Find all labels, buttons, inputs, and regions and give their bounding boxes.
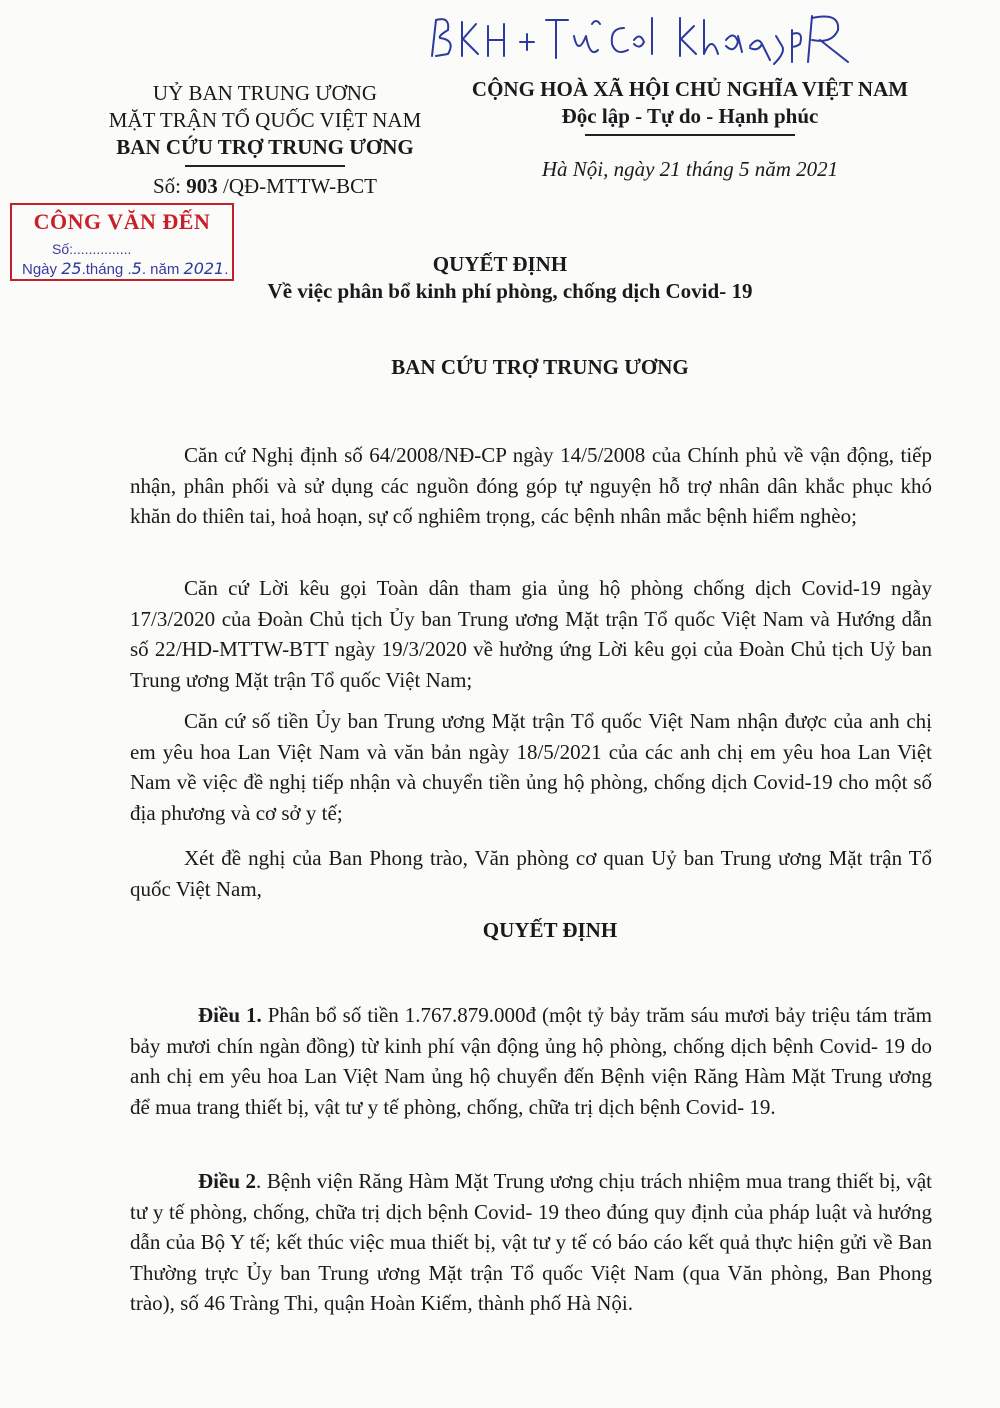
article-1-label: Điều 1. [198, 1003, 262, 1027]
motto: Độc lập - Tự do - Hạnh phúc [561, 104, 819, 128]
issuer-line-1: UỶ BAN TRUNG ƯƠNG [152, 81, 378, 105]
place-date: Hà Nội, ngày 21 tháng 5 năm 2021 [541, 156, 839, 181]
issuer-line-2: MẶT TRẬN TỔ QUỐC VIỆT NAM [108, 108, 422, 132]
stamp-day: 25 [61, 259, 82, 278]
stamp-number-field: Số:............... [52, 241, 132, 257]
article-2: Điều 2. Bệnh viện Răng Hàm Mặt Trung ương chịu trách nhiệm mua trang thiết bị, vật tư y tế phòng, chống, chữa trị dịch bệnh Covid- 19 theo đúng quy định của pháp luật và hướng dẫn của Bộ Y tế; kết thúc việc mua thiết bị, vật tư y tế có báo cáo kết quả thực hiện gửi về Ban Thường trực Ủy ban Trung ương Mặt trận Tổ quốc Việt Nam (qua Văn phòng, Ban Phong trào), số 46 Tràng Thi, quận Hoàn Kiếm, thành phố Hà Nội. [130, 1169, 932, 1315]
basis-paragraph-3: Căn cứ số tiền Ủy ban Trung ương Mặt trận Tổ quốc Việt Nam nhận được của anh chị em yêu hoa Lan Việt Nam và văn bản ngày 18/5/2021 của các anh chị em yêu hoa Lan Việt Nam về việc đề nghị tiếp nhận và chuyển tiền ủng hộ phòng, chống dịch Covid-19 cho một số địa phương và cơ sở y tế; [130, 709, 932, 825]
basis-paragraph-2: Căn cứ Lời kêu gọi Toàn dân tham gia ủng hộ phòng chống dịch Covid-19 ngày 17/3/2020 của Đoàn Chủ tịch Ủy ban Trung ương Mặt trận Tổ quốc Việt Nam và Hướng dẫn số 22/HD-MTTW-BTT ngày 19/3/2020 về hưởng ứng Lời kêu gọi của Đoàn Chủ tịch Uỷ ban Trung ương Mặt trận Tổ quốc Việt Nam; [130, 576, 932, 692]
handwritten-note [428, 6, 868, 66]
stamp-month: 5 [131, 259, 142, 278]
stamp-title: CÔNG VĂN ĐẾN [33, 209, 211, 234]
doc-number: Số: 903 /QĐ-MTTW-BCT [153, 173, 377, 198]
stamp-year: 2021 [183, 259, 225, 278]
issuer-block [90, 80, 440, 200]
decision-heading: QUYẾT ĐỊNH [482, 918, 618, 942]
document-title: QUYẾT ĐỊNH [432, 252, 568, 276]
stamp-date-field: Ngày 25.tháng .5. năm 2021. [22, 259, 229, 278]
article-1: Điều 1. Phân bổ số tiền 1.767.879.000đ (một tỷ bảy trăm sáu mươi bảy triệu tám trăm bảy mươi chín ngàn đồng) từ kinh phí vận động ủng hộ phòng, chống dịch bệnh Covid- 19 do anh chị em yêu hoa Lan Việt Nam ủng hộ chuyển đến Bệnh viện Răng Hàm Mặt Trung ương để mua trang thiết bị, vật tư y tế phòng, chống, chữa trị dịch bệnh Covid- 19. [130, 1003, 933, 1119]
basis-paragraph-4: Xét đề nghị của Ban Phong trào, Văn phòng cơ quan Uỷ ban Trung ương Mặt trận Tổ quốc Việt Nam, [130, 846, 932, 901]
incoming-document-stamp [10, 203, 234, 281]
issuing-authority: BAN CỨU TRỢ TRUNG ƯƠNG [391, 355, 689, 379]
document-subject: Về việc phân bổ kinh phí phòng, chống dịch Covid- 19 [267, 279, 753, 303]
country-name: CỘNG HOÀ XÃ HỘI CHỦ NGHĨA VIỆT NAM [471, 77, 909, 101]
issuer-line-3: BAN CỨU TRỢ TRUNG ƯƠNG [116, 135, 414, 159]
article-2-label: Điều 2 [198, 1169, 257, 1193]
basis-paragraph-1: Căn cứ Nghị định số 64/2008/NĐ-CP ngày 14/5/2008 của Chính phủ về vận động, tiếp nhận, phân phối và sử dụng các nguồn đóng góp tự nguyện hỗ trợ nhân dân khắc phục khó khăn do thiên tai, hoả hoạn, sự cố nghiêm trọng, các bệnh nhân mắc bệnh hiểm nghèo; [130, 443, 932, 528]
national-header [440, 76, 940, 183]
motto-underline [585, 134, 795, 136]
issuer-underline [185, 165, 345, 167]
